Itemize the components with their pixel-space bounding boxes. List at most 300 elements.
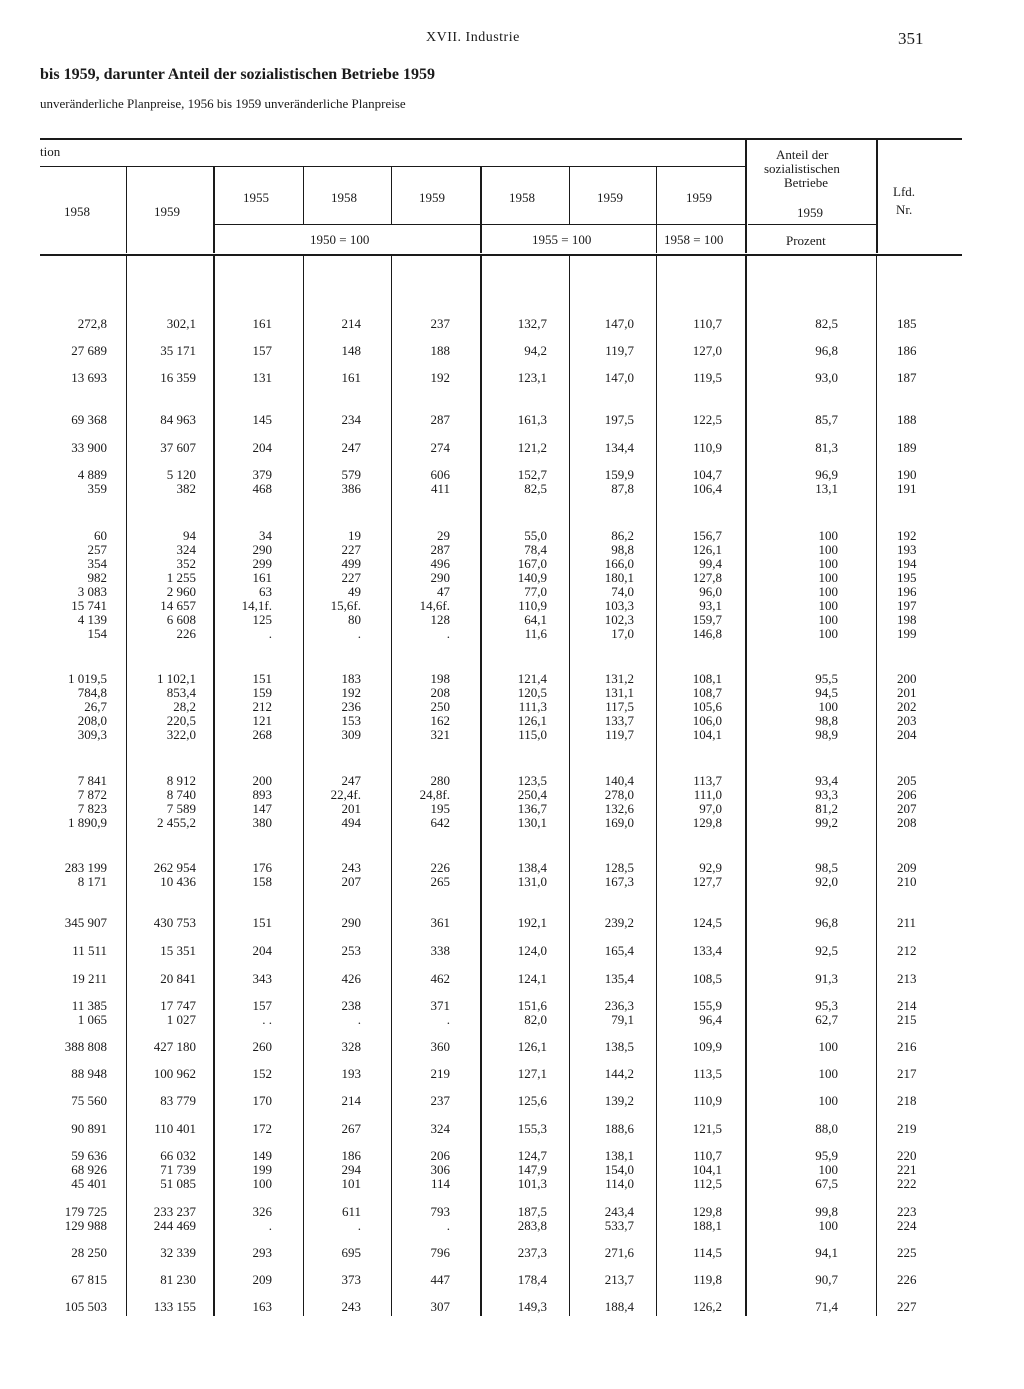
cell-val-1959: 427 180 <box>153 1039 196 1054</box>
cell-anteil-1959: 100 <box>818 612 838 627</box>
cell-idx-1955-1958: 55,0 <box>524 528 547 543</box>
cell-idx-1950-1958: . <box>357 626 361 641</box>
cell-idx-1950-1955: 893 <box>252 787 272 802</box>
cell-idx-1950-1958: 15,6f. <box>330 598 361 613</box>
cell-anteil-1959: 96,8 <box>815 915 838 930</box>
lfd-header-line2: Nr. <box>896 202 913 217</box>
cell-idx-1958-1959: 110,7 <box>693 1148 722 1163</box>
cell-idx-1958-1959: 113,7 <box>693 773 722 788</box>
cell-anteil-1959: 100 <box>818 1218 838 1233</box>
cell-idx-1950-1959: 188 <box>430 343 450 358</box>
cell-val-1958: 3 083 <box>77 584 107 599</box>
cell-idx-1958-1959: 156,7 <box>692 528 722 543</box>
cell-anteil-1959: 93,3 <box>815 787 838 802</box>
cell-idx-1950-1959: 29 <box>437 528 450 543</box>
cell-idx-1950-1955: . <box>268 626 272 641</box>
cell-idx-1950-1955: 212 <box>252 699 272 714</box>
cell-anteil-1959: 85,7 <box>815 412 838 427</box>
cell-idx-1950-1955: 161 <box>252 570 272 585</box>
cell-idx-1958-1959: 122,5 <box>692 412 722 427</box>
cell-anteil-1959: 100 <box>818 570 838 585</box>
cell-idx-1955-1958: 151,6 <box>517 998 547 1013</box>
cell-idx-1955-1958: 155,3 <box>517 1121 547 1136</box>
cell-val-1959: 133 155 <box>153 1299 196 1314</box>
col-1959-header: 1959 <box>154 204 180 219</box>
cell-idx-1950-1958: 426 <box>341 971 361 986</box>
cell-idx-1958-1959: 105,6 <box>692 699 722 714</box>
cell-anteil-1959: 100 <box>818 1093 838 1108</box>
cell-idx-1955-1959: 144,2 <box>604 1066 634 1081</box>
cell-idx-1950-1958: 499 <box>341 556 361 571</box>
cell-val-1958: 68 926 <box>71 1162 107 1177</box>
cell-idx-1950-1955: 157 <box>252 343 272 358</box>
cell-idx-1955-1958: 126,1 <box>517 1039 547 1054</box>
section-label: tion <box>40 144 61 159</box>
cell-anteil-1959: 96,8 <box>815 343 838 358</box>
anteil-year-header: 1959 <box>797 205 823 220</box>
cell-idx-1958-1959: 126,2 <box>692 1299 722 1314</box>
anteil-header-line2: sozialistischen <box>764 161 840 176</box>
cell-idx-1955-1958: 140,9 <box>517 570 547 585</box>
cell-idx-1950-1959: 162 <box>430 713 450 728</box>
cell-lfd-nr: 208 <box>897 815 917 830</box>
cell-idx-1955-1959: 79,1 <box>611 1012 634 1027</box>
cell-lfd-nr: 207 <box>897 801 917 816</box>
cell-idx-1950-1959: 287 <box>430 412 450 427</box>
cell-idx-1955-1958: 125,6 <box>517 1093 547 1108</box>
cell-idx-1955-1959: 103,3 <box>604 598 634 613</box>
cell-idx-1950-1959: 24,8f. <box>419 787 450 802</box>
cell-idx-1958-1959: 159,7 <box>692 612 722 627</box>
cell-idx-1950-1958: 214 <box>341 1093 361 1108</box>
cell-lfd-nr: 188 <box>897 412 917 427</box>
table-title: bis 1959, darunter Anteil der sozialistischen Betriebe 1959 <box>40 66 435 83</box>
cell-val-1958: 4 889 <box>77 467 107 482</box>
cell-lfd-nr: 212 <box>897 943 917 958</box>
cell-anteil-1959: 100 <box>818 1162 838 1177</box>
cell-val-1958: 105 503 <box>64 1299 107 1314</box>
cell-val-1958: 59 636 <box>71 1148 107 1163</box>
idx58-1959-header: 1959 <box>686 190 712 205</box>
cell-idx-1950-1958: 49 <box>348 584 361 599</box>
cell-idx-1955-1959: 102,3 <box>604 612 634 627</box>
cell-idx-1950-1958: . <box>357 1218 361 1233</box>
cell-idx-1958-1959: 109,9 <box>692 1039 722 1054</box>
cell-idx-1950-1958: 294 <box>341 1162 361 1177</box>
cell-val-1958: 69 368 <box>71 412 107 427</box>
cell-idx-1958-1959: 106,0 <box>692 713 722 728</box>
cell-idx-1950-1958: 243 <box>341 860 361 875</box>
cell-lfd-nr: 226 <box>897 1272 917 1287</box>
cell-idx-1950-1958: 243 <box>341 1299 361 1314</box>
cell-idx-1955-1958: 110,9 <box>518 598 547 613</box>
cell-idx-1955-1958: 126,1 <box>517 713 547 728</box>
cell-idx-1950-1959: 198 <box>430 671 450 686</box>
cell-idx-1955-1959: 147,0 <box>604 370 634 385</box>
cell-idx-1955-1959: 98,8 <box>611 542 634 557</box>
cell-idx-1950-1959: . <box>446 1218 450 1233</box>
cell-idx-1958-1959: 126,1 <box>692 542 722 557</box>
cell-idx-1955-1959: 128,5 <box>604 860 634 875</box>
cell-idx-1955-1958: 82,5 <box>524 481 547 496</box>
cell-idx-1955-1958: 138,4 <box>517 860 547 875</box>
cell-anteil-1959: 98,5 <box>815 860 838 875</box>
cell-idx-1950-1958: 309 <box>341 727 361 742</box>
cell-val-1958: 19 211 <box>71 971 107 986</box>
cell-lfd-nr: 225 <box>897 1245 917 1260</box>
cell-idx-1955-1959: 139,2 <box>604 1093 634 1108</box>
cell-idx-1958-1959: 108,5 <box>692 971 722 986</box>
base-1955-header: 1955 = 100 <box>532 232 592 247</box>
cell-idx-1955-1958: 120,5 <box>517 685 547 700</box>
cell-anteil-1959: 99,2 <box>815 815 838 830</box>
cell-val-1958: 60 <box>94 528 107 543</box>
cell-idx-1950-1959: 237 <box>430 1093 450 1108</box>
cell-lfd-nr: 223 <box>897 1204 917 1219</box>
cell-idx-1955-1959: 135,4 <box>604 971 634 986</box>
cell-idx-1958-1959: 108,1 <box>692 671 722 686</box>
cell-lfd-nr: 203 <box>897 713 917 728</box>
cell-idx-1950-1955: 151 <box>252 671 272 686</box>
cell-anteil-1959: 100 <box>818 584 838 599</box>
cell-idx-1950-1955: 149 <box>252 1148 272 1163</box>
cell-idx-1955-1959: 154,0 <box>604 1162 634 1177</box>
cell-idx-1950-1955: 343 <box>252 971 272 986</box>
cell-val-1959: 1 255 <box>166 570 196 585</box>
cell-idx-1950-1955: . <box>268 1218 272 1233</box>
cell-idx-1955-1958: 82,0 <box>524 1012 547 1027</box>
cell-val-1958: 26,7 <box>84 699 107 714</box>
cell-idx-1958-1959: 188,1 <box>692 1218 722 1233</box>
cell-lfd-nr: 199 <box>897 626 917 641</box>
cell-anteil-1959: 82,5 <box>815 316 838 331</box>
cell-idx-1955-1958: 187,5 <box>517 1204 547 1219</box>
cell-val-1959: 853,4 <box>166 685 196 700</box>
page-number: 351 <box>898 29 924 48</box>
cell-anteil-1959: 100 <box>818 1066 838 1081</box>
cell-idx-1955-1959: 86,2 <box>611 528 634 543</box>
cell-anteil-1959: 100 <box>818 542 838 557</box>
cell-idx-1955-1959: 147,0 <box>604 316 634 331</box>
cell-val-1958: 67 815 <box>71 1272 107 1287</box>
cell-idx-1950-1958: 153 <box>341 713 361 728</box>
cell-lfd-nr: 201 <box>897 685 917 700</box>
cell-idx-1950-1958: 101 <box>341 1176 361 1191</box>
cell-lfd-nr: 195 <box>897 570 917 585</box>
cell-idx-1950-1955: . . <box>262 1012 272 1027</box>
cell-idx-1955-1958: 77,0 <box>524 584 547 599</box>
cell-idx-1950-1955: 14,1f. <box>241 598 272 613</box>
cell-idx-1955-1959: 138,5 <box>604 1039 634 1054</box>
cell-idx-1958-1959: 127,7 <box>692 874 722 889</box>
cell-idx-1955-1959: 74,0 <box>611 584 634 599</box>
cell-anteil-1959: 93,0 <box>815 370 838 385</box>
cell-idx-1950-1958: 373 <box>341 1272 361 1287</box>
cell-val-1959: 262 954 <box>153 860 196 875</box>
cell-idx-1955-1958: 152,7 <box>517 467 547 482</box>
cell-lfd-nr: 210 <box>897 874 917 889</box>
cell-idx-1955-1959: 132,6 <box>604 801 634 816</box>
cell-idx-1950-1959: 206 <box>430 1148 450 1163</box>
cell-idx-1958-1959: 104,1 <box>692 727 722 742</box>
cell-idx-1955-1958: 124,1 <box>517 971 547 986</box>
cell-idx-1955-1958: 147,9 <box>517 1162 547 1177</box>
idx-1958-header: 1958 <box>331 190 357 205</box>
cell-idx-1950-1959: 195 <box>430 801 450 816</box>
cell-anteil-1959: 100 <box>818 598 838 613</box>
cell-idx-1958-1959: 96,4 <box>699 1012 722 1027</box>
cell-idx-1950-1955: 121 <box>252 713 272 728</box>
cell-idx-1950-1958: 247 <box>341 773 361 788</box>
cell-idx-1950-1958: 186 <box>341 1148 361 1163</box>
cell-val-1958: 129 988 <box>64 1218 107 1233</box>
cell-idx-1950-1959: 280 <box>430 773 450 788</box>
cell-lfd-nr: 220 <box>897 1148 917 1163</box>
cell-idx-1955-1959: 119,7 <box>605 727 634 742</box>
cell-idx-1955-1959: 243,4 <box>604 1204 634 1219</box>
cell-idx-1955-1958: 64,1 <box>524 612 547 627</box>
cell-idx-1950-1958: 695 <box>341 1245 361 1260</box>
cell-idx-1950-1955: 199 <box>252 1162 272 1177</box>
cell-anteil-1959: 100 <box>818 528 838 543</box>
cell-idx-1955-1959: 131,1 <box>604 685 634 700</box>
idx55-1959-header: 1959 <box>597 190 623 205</box>
cell-idx-1950-1959: 306 <box>430 1162 450 1177</box>
cell-val-1959: 71 739 <box>160 1162 196 1177</box>
cell-val-1959: 100 962 <box>153 1066 196 1081</box>
cell-idx-1950-1955: 152 <box>252 1066 272 1081</box>
cell-idx-1955-1958: 11,6 <box>524 626 547 641</box>
cell-val-1959: 1 102,1 <box>157 671 196 686</box>
cell-lfd-nr: 209 <box>897 860 917 875</box>
cell-idx-1950-1959: 496 <box>430 556 450 571</box>
cell-idx-1950-1955: 200 <box>252 773 272 788</box>
cell-idx-1955-1958: 121,4 <box>517 671 547 686</box>
cell-idx-1950-1959: 219 <box>430 1066 450 1081</box>
cell-val-1958: 982 <box>87 570 107 585</box>
cell-idx-1950-1959: 290 <box>430 570 450 585</box>
cell-idx-1955-1958: 136,7 <box>517 801 547 816</box>
cell-anteil-1959: 91,3 <box>815 971 838 986</box>
cell-anteil-1959: 90,7 <box>815 1272 838 1287</box>
cell-idx-1955-1959: 133,7 <box>604 713 634 728</box>
cell-idx-1950-1955: 100 <box>252 1176 272 1191</box>
cell-lfd-nr: 227 <box>897 1299 917 1314</box>
cell-idx-1950-1958: 386 <box>341 481 361 496</box>
cell-val-1958: 309,3 <box>77 727 107 742</box>
cell-val-1958: 11 511 <box>72 943 107 958</box>
cell-idx-1955-1959: 188,6 <box>604 1121 634 1136</box>
cell-idx-1955-1958: 78,4 <box>524 542 547 557</box>
cell-idx-1950-1955: 125 <box>252 612 272 627</box>
cell-anteil-1959: 99,8 <box>815 1204 838 1219</box>
cell-lfd-nr: 197 <box>897 598 917 613</box>
cell-val-1958: 359 <box>87 481 107 496</box>
cell-idx-1955-1959: 114,0 <box>605 1176 634 1191</box>
cell-lfd-nr: 214 <box>897 998 917 1013</box>
cell-idx-1950-1955: 131 <box>252 370 272 385</box>
cell-idx-1955-1959: 131,2 <box>604 671 634 686</box>
cell-anteil-1959: 95,5 <box>815 671 838 686</box>
cell-val-1959: 15 351 <box>160 943 196 958</box>
cell-idx-1950-1955: 170 <box>252 1093 272 1108</box>
cell-lfd-nr: 198 <box>897 612 917 627</box>
cell-idx-1955-1958: 124,0 <box>517 943 547 958</box>
cell-idx-1958-1959: 113,5 <box>693 1066 722 1081</box>
cell-idx-1950-1955: 157 <box>252 998 272 1013</box>
cell-idx-1950-1958: 161 <box>341 370 361 385</box>
cell-lfd-nr: 217 <box>897 1066 917 1081</box>
cell-val-1958: 1 065 <box>77 1012 107 1027</box>
cell-anteil-1959: 95,3 <box>815 998 838 1013</box>
idx-1959-header: 1959 <box>419 190 445 205</box>
cell-lfd-nr: 191 <box>897 481 917 496</box>
cell-idx-1958-1959: 104,7 <box>692 467 722 482</box>
cell-idx-1958-1959: 129,8 <box>692 815 722 830</box>
cell-idx-1950-1958: 267 <box>341 1121 361 1136</box>
cell-idx-1955-1958: 237,3 <box>517 1245 547 1260</box>
cell-val-1958: 33 900 <box>71 440 107 455</box>
cell-val-1958: 283 199 <box>64 860 107 875</box>
cell-val-1959: 2 455,2 <box>157 815 196 830</box>
cell-idx-1958-1959: 114,5 <box>693 1245 722 1260</box>
anteil-header-line1: Anteil der <box>776 147 829 162</box>
cell-idx-1950-1958: 253 <box>341 943 361 958</box>
cell-idx-1958-1959: 99,4 <box>699 556 722 571</box>
cell-idx-1955-1958: 121,2 <box>517 440 547 455</box>
cell-anteil-1959: 92,5 <box>815 943 838 958</box>
cell-idx-1950-1959: 606 <box>430 467 450 482</box>
cell-anteil-1959: 81,2 <box>815 801 838 816</box>
cell-idx-1950-1959: 128 <box>430 612 450 627</box>
cell-lfd-nr: 221 <box>897 1162 917 1177</box>
cell-anteil-1959: 98,9 <box>815 727 838 742</box>
cell-val-1958: 28 250 <box>71 1245 107 1260</box>
cell-idx-1950-1955: 290 <box>252 542 272 557</box>
cell-idx-1950-1959: 14,6f. <box>419 598 450 613</box>
cell-val-1958: 7 841 <box>77 773 107 788</box>
cell-idx-1958-1959: 93,1 <box>699 598 722 613</box>
cell-val-1959: 84 963 <box>160 412 196 427</box>
cell-idx-1955-1959: 213,7 <box>604 1272 634 1287</box>
cell-idx-1955-1958: 131,0 <box>517 874 547 889</box>
cell-idx-1955-1959: 533,7 <box>604 1218 634 1233</box>
cell-val-1959: 220,5 <box>166 713 196 728</box>
cell-val-1959: 382 <box>176 481 196 496</box>
cell-anteil-1959: 93,4 <box>815 773 838 788</box>
cell-val-1958: 272,8 <box>77 316 107 331</box>
cell-anteil-1959: 95,9 <box>815 1148 838 1163</box>
cell-lfd-nr: 186 <box>897 343 917 358</box>
cell-anteil-1959: 92,0 <box>815 874 838 889</box>
cell-val-1959: 32 339 <box>160 1245 196 1260</box>
cell-idx-1955-1959: 169,0 <box>604 815 634 830</box>
cell-lfd-nr: 202 <box>897 699 917 714</box>
cell-idx-1950-1958: 247 <box>341 440 361 455</box>
cell-val-1959: 51 085 <box>160 1176 196 1191</box>
cell-idx-1950-1955: 209 <box>252 1272 272 1287</box>
cell-idx-1955-1959: 236,3 <box>604 998 634 1013</box>
cell-val-1958: 345 907 <box>64 915 107 930</box>
cell-val-1959: 5 120 <box>166 467 196 482</box>
cell-lfd-nr: 190 <box>897 467 917 482</box>
cell-lfd-nr: 205 <box>897 773 917 788</box>
cell-idx-1955-1958: 132,7 <box>517 316 547 331</box>
cell-val-1958: 88 948 <box>71 1066 107 1081</box>
cell-val-1958: 90 891 <box>71 1121 107 1136</box>
cell-idx-1955-1959: 17,0 <box>611 626 634 641</box>
cell-idx-1950-1959: . <box>446 626 450 641</box>
cell-idx-1950-1955: 176 <box>252 860 272 875</box>
cell-idx-1950-1955: 147 <box>252 801 272 816</box>
cell-idx-1950-1959: 237 <box>430 316 450 331</box>
cell-idx-1958-1959: 124,5 <box>692 915 722 930</box>
cell-idx-1950-1955: 63 <box>259 584 272 599</box>
cell-idx-1955-1959: 167,3 <box>604 874 634 889</box>
cell-idx-1950-1955: 163 <box>252 1299 272 1314</box>
cell-idx-1950-1958: 234 <box>341 412 361 427</box>
cell-idx-1955-1958: 130,1 <box>517 815 547 830</box>
cell-idx-1950-1959: 114 <box>430 1176 450 1191</box>
cell-val-1958: 45 401 <box>71 1176 107 1191</box>
base-1958-header: 1958 = 100 <box>664 232 724 247</box>
cell-idx-1950-1955: 293 <box>252 1245 272 1260</box>
cell-idx-1955-1958: 124,7 <box>517 1148 547 1163</box>
cell-idx-1958-1959: 112,5 <box>693 1176 722 1191</box>
cell-idx-1950-1959: 371 <box>430 998 450 1013</box>
cell-val-1958: 784,8 <box>77 685 107 700</box>
cell-val-1959: 7 589 <box>166 801 196 816</box>
cell-idx-1950-1955: 161 <box>252 316 272 331</box>
running-header: XVII. Industrie <box>426 30 520 45</box>
cell-val-1958: 75 560 <box>71 1093 107 1108</box>
cell-idx-1955-1958: 250,4 <box>517 787 547 802</box>
cell-idx-1950-1958: 148 <box>341 343 361 358</box>
lfd-header-line1: Lfd. <box>893 184 916 199</box>
cell-lfd-nr: 200 <box>897 671 917 686</box>
cell-val-1959: 110 401 <box>154 1121 196 1136</box>
cell-idx-1955-1959: 271,6 <box>604 1245 634 1260</box>
cell-idx-1955-1958: 123,5 <box>517 773 547 788</box>
cell-anteil-1959: 98,8 <box>815 713 838 728</box>
cell-idx-1950-1955: 268 <box>252 727 272 742</box>
cell-idx-1950-1959: 462 <box>430 971 450 986</box>
cell-idx-1950-1958: . <box>357 1012 361 1027</box>
cell-val-1958: 354 <box>87 556 107 571</box>
cell-val-1958: 4 139 <box>77 612 107 627</box>
cell-anteil-1959: 100 <box>818 699 838 714</box>
cell-idx-1950-1958: 214 <box>341 316 361 331</box>
cell-idx-1958-1959: 110,7 <box>693 316 722 331</box>
cell-lfd-nr: 216 <box>897 1039 917 1054</box>
cell-idx-1950-1955: 172 <box>252 1121 272 1136</box>
cell-idx-1950-1959: 250 <box>430 699 450 714</box>
cell-idx-1955-1959: 239,2 <box>604 915 634 930</box>
cell-val-1958: 179 725 <box>64 1204 107 1219</box>
cell-idx-1950-1955: 380 <box>252 815 272 830</box>
cell-idx-1958-1959: 155,9 <box>692 998 722 1013</box>
cell-idx-1955-1958: 127,1 <box>517 1066 547 1081</box>
cell-idx-1958-1959: 110,9 <box>693 1093 722 1108</box>
cell-val-1958: 257 <box>87 542 107 557</box>
cell-idx-1955-1958: 149,3 <box>517 1299 547 1314</box>
cell-idx-1955-1958: 101,3 <box>517 1176 547 1191</box>
cell-idx-1955-1958: 111,3 <box>518 699 547 714</box>
base-1950-header: 1950 = 100 <box>310 232 370 247</box>
cell-anteil-1959: 100 <box>818 1039 838 1054</box>
cell-lfd-nr: 218 <box>897 1093 917 1108</box>
cell-val-1959: 322,0 <box>166 727 196 742</box>
